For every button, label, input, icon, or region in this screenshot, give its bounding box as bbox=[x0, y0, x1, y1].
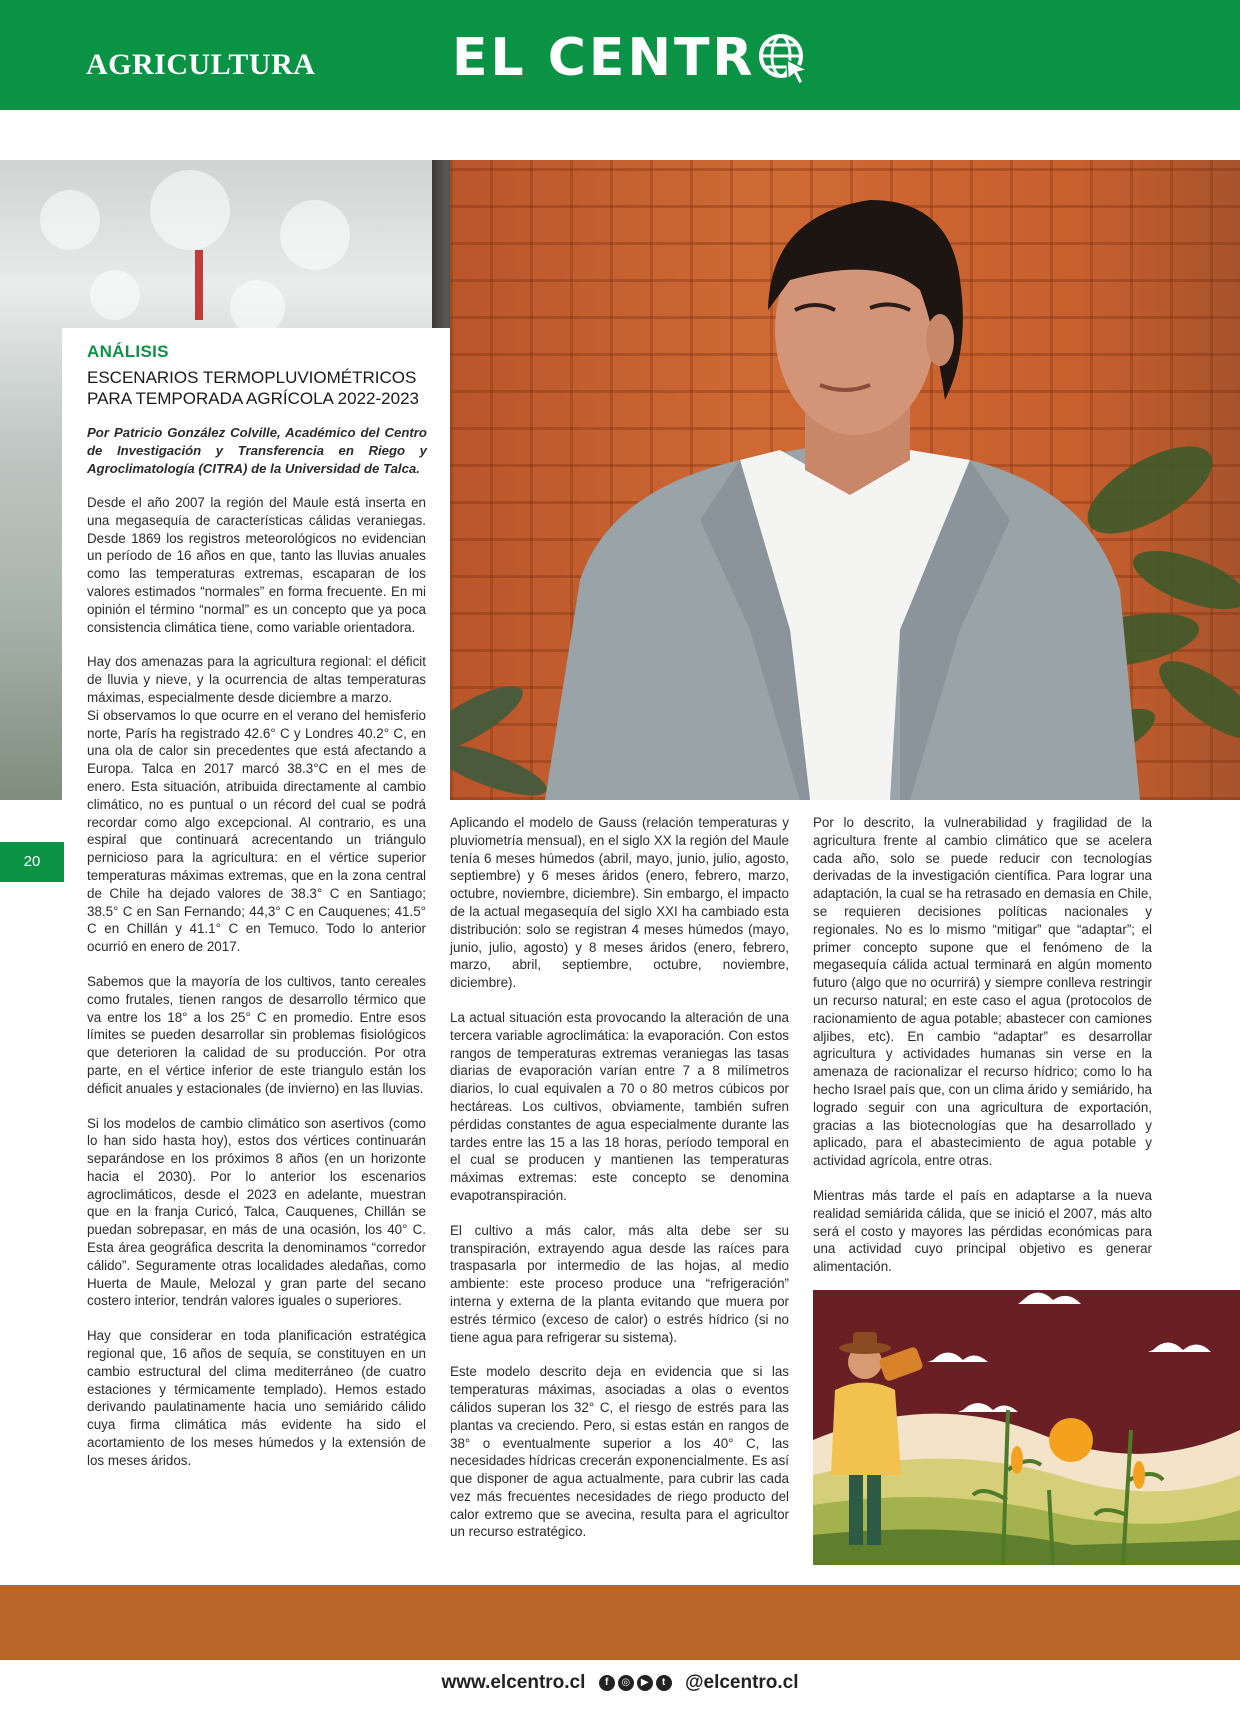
article-byline: Por Patricio González Colville, Académico del Centro de Investigación y Transferencia en Riego y Agroclimatología (CITRA) de la Universidad de Talca. bbox=[87, 425, 427, 476]
paragraph: Mientras más tarde el país en adaptarse a la nueva realidad semiárida cálida, que se inició el 2007, más alto será el costo y mayores las pérdidas económicas para una actividad cuyo principal objetivo es generar alimentación. bbox=[813, 1187, 1152, 1275]
header-bar bbox=[0, 0, 1240, 110]
article-column-3 bbox=[813, 814, 1152, 1293]
paragraph: Por lo descrito, la vulnerabilidad y fragilidad de la agricultura frente al cambio climático que se acelera cada año, solo se puede reducir con tecnologías derivadas de la investigación científica. Para lograr una adaptación, la cual se ha retrasado en demasía en Chile, se requieren decisiones políticas nacionales y regionales. No es lo mismo “mitigar” que “adaptar”; el primer concepto supone que el fenómeno de la megasequía cálida actual terminará en algún momento futuro (algo que no ocurrirá) y siempre conlleva restringir un recurso natural; en este caso el agua (protocolos de racionamiento de agua potable; abastecer con camiones aljibes, etc). En cambio “adaptar” es desarrollar agricultura y actividades humanas sin verse en la amenaza de racionalizar el recurso hídrico; como lo ha hecho Israel país que, con un clima árido y semiárido, ha logrado seguir con una agricultura de exportación, gracias a las biotecnologías que ha desarrollado y aplicado, para el abastecimiento de agua potable y actividad agrícola, entre otras. bbox=[813, 815, 1152, 1169]
article-title: ESCENARIOS TERMOPLUVIOMÉTRICOS PARA TEMPORADA AGRÍCOLA 2022-2023 bbox=[87, 368, 419, 408]
youtube-icon[interactable]: ▶ bbox=[637, 1675, 653, 1691]
paragraph: Sabemos que la mayoría de los cultivos, tanto cereales como frutales, tienen rangos de desarrollo térmico que va entre los 18° a los 25° C en promedio. Entre esos límites se pueden desarrollar sin problemas fisiológicos que deterioren la calidad de su producción. Por otra parte, en el vértice inferior de este triangulo están los déficit anuales y estacionales (de invierno) en las lluvias. bbox=[87, 973, 426, 1096]
footer-band bbox=[0, 1585, 1240, 1660]
facebook-icon[interactable]: f bbox=[599, 1675, 615, 1691]
social-icons bbox=[599, 1675, 672, 1691]
section-label: AGRICULTURA bbox=[86, 48, 316, 81]
article-column-2 bbox=[450, 814, 789, 1558]
paragraph: Si observamos lo que ocurre en el verano del hemisferio norte, París ha registrado 42.6° C y Londres 40.2° C, en una ola de calor sin precedentes que está afectando a Europa. Talca en 2017 marcó 38.3°C en el mes de enero. Esta situación, atribuida directamente al cambio climático, no es puntual o un récord del cual se podrá recordar como algo excepcional. Al contrario, es una espiral que continuará acrecentando un triángulo pernicioso para la agricultura: en el vértice superior temperaturas máximas extremas, que en la zona central de Chile ha dejado valores de 38.3° C en Santiago; 38.5° C en San Fernando; 44,3° C en Cauquenes; 41.5° C en Chillán y 41.1° C en Temuco. Todo lo anterior ocurrió en enero de 2017. bbox=[87, 707, 426, 955]
portrait-photo bbox=[450, 160, 1240, 800]
article-column-1 bbox=[87, 494, 426, 1487]
website-link[interactable]: www.elcentro.cl bbox=[441, 1672, 586, 1693]
paragraph: Hay dos amenazas para la agricultura regional: el déficit de lluvia y nieve, y la ocurrencia de altas temperaturas máximas, especialmente desde diciembre a marzo. bbox=[87, 654, 426, 705]
globe-cursor-icon bbox=[757, 32, 809, 84]
article-kicker: ANÁLISIS bbox=[87, 342, 169, 361]
paragraph: Si los modelos de cambio climático son asertivos (como lo han sido hasta hoy), estos dos vértices continuarán separándose en los próximos 8 años (en un horizonte hacia el 2030). Por lo anterior los escenarios agroclimáticos, desde el 2023 en adelante, muestran que en la franja Curicó, Talca, Cauquenes, Chillán se puedan sobrepasar, en más de una ocasión, los 40° C. Esta área geográfica descrita la denominamos “corredor cálido”. Seguramente otras localidades aledañas, como Huerta de Maule, Melozal y gran parte del secano costero interior, tendrán valores iguales o superiores. bbox=[87, 1115, 426, 1309]
paragraph: Desde el año 2007 la región del Maule está inserta en una megasequía de características cálidas veraniegas. Desde 1869 los registros meteorológicos no evidencian un período de 16 años en que, tanto las lluvias anuales como las temperaturas extremas, escaparan de los valores estimados “normales” en forma frecuente. En mi opinión el término “normal” es un concepto que ya poca consistencia climática tiene, como variable orientadora. bbox=[87, 495, 426, 635]
paragraph: El cultivo a más calor, más alta debe ser su transpiración, extrayendo agua desde las raíces para traspasarla por intermedio de las hojas, al medio ambiente: este proceso produce una “refrigeración” interna y externa de la planta evitando que muera por estrés térmico (exceso de calor) o estrés hídrico (si no tiene agua para refrigerar su sistema). bbox=[450, 1222, 789, 1345]
social-handle[interactable]: @elcentro.cl bbox=[684, 1672, 799, 1693]
twitter-icon[interactable]: t bbox=[656, 1675, 672, 1691]
paragraph: Hay que considerar en toda planificación estratégica regional que, 16 años de sequía, se constituyen en un cambio estructural del clima mediterráneo (de cuatro estaciones y térmicamente templado). Hemos estado derivando paulatinamente hacia uno semiárido cálido cuya firma climática más evidente ha sido el acortamiento de los meses húmedos y la extensión de los meses áridos. bbox=[87, 1328, 426, 1468]
paragraph: Aplicando el modelo de Gauss (relación temperaturas y pluviometría mensual), en el siglo XX la región del Maule tenía 6 meses húmedos (abril, mayo, junio, julio, agosto, septiembre) y 6 meses áridos (enero, febrero, marzo, octubre, noviembre, diciembre). Sin embargo, el impacto de la actual megasequía del siglo XXI ha cambiado esta distribución: solo se registran 4 meses húmedos (mayo, junio, julio, agosto) y 8 meses áridos (enero, febrero, marzo, abril, septiembre, octubre, noviembre, diciembre). bbox=[450, 815, 789, 991]
farmer-illustration bbox=[813, 1290, 1240, 1565]
footer-contact bbox=[0, 1672, 1240, 1694]
paragraph: Este modelo descrito deja en evidencia que si las temperaturas máximas, asociadas a olas o eventos cálidos superan los 32° C, el riesgo de estrés para las plantas va creciendo. Pero, si estas están en rangos de 38° o eventualmente superior a los 40° C, las necesidades hídricas crecerán exponencialmente. Es así que disponer de agua actualmente, para cubrir las cada vez más frecuentes necesidades de riego producto del calor extremo que se avecina, resulta para el agricultor un recurso estratégico. bbox=[450, 1364, 789, 1540]
page-number: 20 bbox=[0, 842, 64, 882]
brand-logo bbox=[452, 28, 809, 88]
brand-name: EL CENTR bbox=[452, 28, 756, 88]
portrait-illustration bbox=[450, 160, 1240, 800]
instagram-icon[interactable]: ◎ bbox=[618, 1675, 634, 1691]
paragraph: La actual situación esta provocando la alteración de una tercera variable agroclimática: la evaporación. Con estos rangos de temperaturas extremas veraniegas las tasas diarias de evaporación varían entre 7 a 8 milímetros diarios, lo cual equivalen a 70 o 80 metros cúbicos por hectáreas. Los cultivos, obviamente, también sufren pérdidas constantes de agua especialmente durante las tardes entre las 15 a las 18 horas, período temporal en el cual se producen y mantienen las temperaturas máximas extremas: este concepto se denomina evapotranspiración. bbox=[450, 1009, 789, 1203]
